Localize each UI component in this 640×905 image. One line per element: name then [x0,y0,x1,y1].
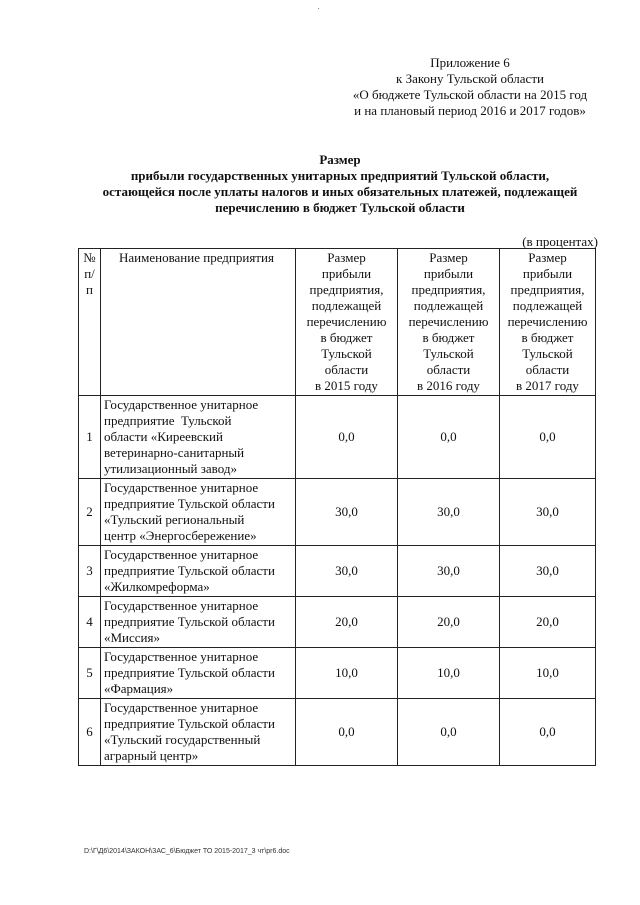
name-line: Государственное унитарное [104,649,259,664]
header-text: подлежащей [311,298,382,313]
name-line: Государственное унитарное [104,397,259,412]
name-line: аграрный центр» [104,748,199,763]
value-2016: 20,0 [398,597,500,648]
name-line: предприятие Тульской области [104,665,275,680]
appendix-line: Приложение 6 [430,55,510,70]
header-text: подлежащей [413,298,484,313]
header-text: в 2016 году [417,378,480,393]
header-num [79,249,101,396]
value-2016: 0,0 [398,396,500,479]
table-row [79,699,596,766]
appendix-line: и на плановый период 2016 и 2017 годов» [354,103,586,118]
name-line: утилизационный завод» [104,461,237,476]
header-text: в бюджет [521,330,574,345]
row-number: 5 [79,648,101,699]
appendix-line: «О бюджете Тульской области на 2015 год [352,87,588,102]
header-text: перечислению [306,314,387,329]
value-2017: 10,0 [500,648,596,699]
enterprise-name [101,699,296,766]
enterprise-name [101,396,296,479]
value-2015: 20,0 [296,597,398,648]
enterprise-name [101,479,296,546]
name-line: Государственное унитарное [104,547,259,562]
value-2016: 30,0 [398,479,500,546]
value-2015: 0,0 [296,699,398,766]
row-number: 1 [79,396,101,479]
name-line: Государственное унитарное [104,598,259,613]
table-row [79,648,596,699]
header-text: Тульской [321,346,372,361]
name-line: области «Киреевский [104,429,223,444]
header-text: в бюджет [320,330,373,345]
row-number: 3 [79,546,101,597]
value-2016: 0,0 [398,699,500,766]
name-line: Государственное унитарное [104,700,259,715]
header-2017 [500,249,596,396]
header-text: предприятия, [510,282,585,297]
header-text: области [525,362,570,377]
table-header-row [79,249,596,396]
header-text: прибыли [321,266,372,281]
header-text: п [86,282,93,297]
units-label: (в процентах) [522,234,598,249]
name-line: «Жилкомреформа» [104,579,210,594]
value-2015: 10,0 [296,648,398,699]
header-text: Размер [528,250,567,265]
header-2015 [296,249,398,396]
name-line: предприятие Тульской области [104,496,275,511]
value-2017: 20,0 [500,597,596,648]
value-2015: 30,0 [296,479,398,546]
table-row [79,479,596,546]
header-text: № [83,250,96,265]
header-text: Тульской [423,346,474,361]
header-text: прибыли [522,266,573,281]
enterprise-name [101,546,296,597]
profit-table [78,248,596,766]
value-2016: 10,0 [398,648,500,699]
title-line: прибыли государственных унитарных предприятий Тульской области, [130,168,550,183]
row-number: 6 [79,699,101,766]
value-2015: 30,0 [296,546,398,597]
name-line: центр «Энергосбережение» [104,528,257,543]
name-line: «Тульский региональный [104,512,245,527]
table-row [79,597,596,648]
header-text: области [324,362,369,377]
header-text: в 2017 году [516,378,579,393]
file-path-footer: D:\Г\Д6\2014\ЗАКОН\ЗАС_6\Бюджет ТО 2015-2017_3 чт\pr6.doc [84,848,290,855]
enterprise-name [101,597,296,648]
name-line: «Миссия» [104,630,160,645]
name-line: предприятие Тульской области [104,563,275,578]
title-line: Размер [319,152,361,167]
name-line: предприятие Тульской области [104,614,275,629]
table-row [79,396,596,479]
row-number: 2 [79,479,101,546]
header-text: Размер [429,250,468,265]
value-2016: 30,0 [398,546,500,597]
name-line: «Тульский государственный [104,732,261,747]
header-text: п/ [84,266,95,281]
header-text: в бюджет [422,330,475,345]
value-2017: 30,0 [500,479,596,546]
header-text: перечислению [507,314,588,329]
table-row [79,546,596,597]
header-text: предприятия, [309,282,384,297]
name-line: Государственное унитарное [104,480,259,495]
name-line: «Фармация» [104,681,174,696]
scan-dot [318,8,319,9]
value-2017: 0,0 [500,699,596,766]
header-name: Наименование предприятия [101,249,296,396]
value-2017: 30,0 [500,546,596,597]
enterprise-name [101,648,296,699]
header-text: Тульской [522,346,573,361]
header-2016 [398,249,500,396]
appendix-line: к Закону Тульской области [396,71,544,86]
value-2017: 0,0 [500,396,596,479]
value-2015: 0,0 [296,396,398,479]
header-text: предприятия, [411,282,486,297]
header-text: перечислению [408,314,489,329]
title-line: остающейся после уплаты налогов и иных обязательных платежей, подлежащей [102,184,578,199]
header-text: подлежащей [512,298,583,313]
document-title [60,152,620,216]
header-text: прибыли [423,266,474,281]
name-line: предприятие Тульской области [104,716,275,731]
name-line: ветеринарно-санитарный [104,445,245,460]
title-line: перечислению в бюджет Тульской области [215,200,465,215]
name-line: предприятие Тульской [104,413,232,428]
header-text: Размер [327,250,366,265]
header-text: в 2015 году [315,378,378,393]
appendix-header [320,55,620,119]
row-number: 4 [79,597,101,648]
header-text: области [426,362,471,377]
